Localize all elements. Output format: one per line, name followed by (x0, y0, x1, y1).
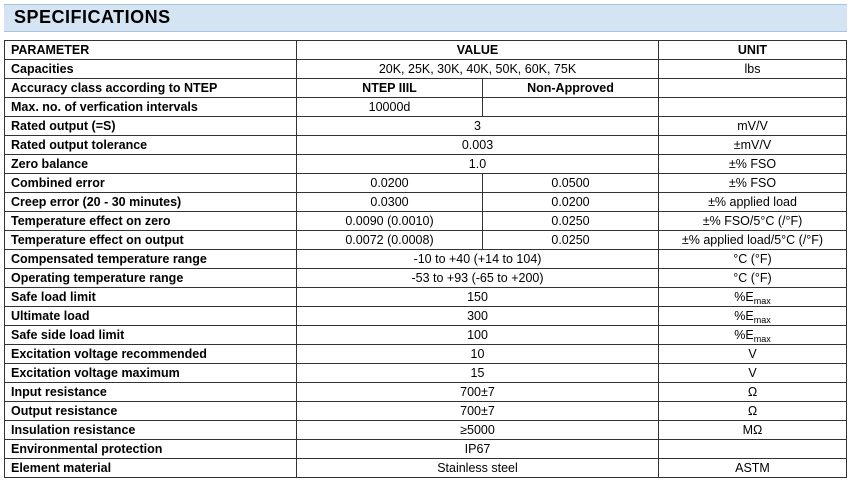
unit-subscript: max (753, 315, 771, 325)
unit-subscript: max (753, 296, 771, 306)
parameter-cell: Insulation resistance (5, 421, 297, 440)
parameter-cell: Accuracy class according to NTEP (5, 79, 297, 98)
unit-cell: Ω (659, 402, 847, 421)
value-cell-ntep: 0.0300 (297, 193, 483, 212)
column-header-unit: UNIT (659, 41, 847, 60)
value-cell: Stainless steel (297, 459, 659, 478)
value-cell: 20K, 25K, 30K, 40K, 50K, 60K, 75K (297, 60, 659, 79)
value-cell: 3 (297, 117, 659, 136)
parameter-cell: Input resistance (5, 383, 297, 402)
value-cell: 0.003 (297, 136, 659, 155)
value-cell-non-approved: Non-Approved (483, 79, 659, 98)
unit-cell: V (659, 364, 847, 383)
value-cell: 100 (297, 326, 659, 345)
value-cell-non-approved: 0.0250 (483, 231, 659, 250)
value-cell: ≥5000 (297, 421, 659, 440)
column-header-parameter: PARAMETER (5, 41, 297, 60)
value-cell: -53 to +93 (-65 to +200) (297, 269, 659, 288)
table-row (5, 402, 847, 421)
unit-cell: ±% FSO (659, 155, 847, 174)
value-cell-ntep: 0.0090 (0.0010) (297, 212, 483, 231)
column-header-value: VALUE (297, 41, 659, 60)
value-cell-non-approved (483, 98, 659, 117)
unit-cell: °C (°F) (659, 250, 847, 269)
parameter-cell: Max. no. of verfication intervals (5, 98, 297, 117)
unit-subscript: max (753, 334, 771, 344)
parameter-cell: Ultimate load (5, 307, 297, 326)
unit-cell (659, 79, 847, 98)
table-row (5, 326, 847, 345)
table-row (5, 98, 847, 117)
unit-cell (659, 307, 847, 326)
table-row (5, 250, 847, 269)
value-cell: -10 to +40 (+14 to 104) (297, 250, 659, 269)
value-cell-ntep: 10000d (297, 98, 483, 117)
value-cell: 700±7 (297, 383, 659, 402)
parameter-cell: Operating temperature range (5, 269, 297, 288)
parameter-cell: Compensated temperature range (5, 250, 297, 269)
table-row (5, 155, 847, 174)
parameter-cell: Safe side load limit (5, 326, 297, 345)
value-cell-ntep: 0.0200 (297, 174, 483, 193)
value-cell-non-approved: 0.0200 (483, 193, 659, 212)
value-cell-non-approved: 0.0500 (483, 174, 659, 193)
parameter-cell: Temperature effect on output (5, 231, 297, 250)
table-row (5, 421, 847, 440)
unit-cell (659, 288, 847, 307)
unit-cell: Ω (659, 383, 847, 402)
table-row (5, 288, 847, 307)
parameter-cell: Environmental protection (5, 440, 297, 459)
value-cell: 15 (297, 364, 659, 383)
value-cell: 700±7 (297, 402, 659, 421)
value-cell-ntep: NTEP IIIL (297, 79, 483, 98)
parameter-cell: Excitation voltage maximum (5, 364, 297, 383)
table-row (5, 269, 847, 288)
unit-cell: V (659, 345, 847, 364)
table-row (5, 383, 847, 402)
unit-cell: ±% applied load (659, 193, 847, 212)
unit-main: %E (734, 328, 754, 342)
table-row (5, 440, 847, 459)
unit-cell: ±% FSO (659, 174, 847, 193)
table-row (5, 117, 847, 136)
unit-cell: ±% FSO/5°C (/°F) (659, 212, 847, 231)
parameter-cell: Temperature effect on zero (5, 212, 297, 231)
unit-cell: mV/V (659, 117, 847, 136)
unit-cell: ±% applied load/5°C (/°F) (659, 231, 847, 250)
unit-cell: ASTM (659, 459, 847, 478)
table-row (5, 174, 847, 193)
parameter-cell: Excitation voltage recommended (5, 345, 297, 364)
value-cell: IP67 (297, 440, 659, 459)
value-cell: 10 (297, 345, 659, 364)
value-cell: 1.0 (297, 155, 659, 174)
value-cell: 150 (297, 288, 659, 307)
table-row (5, 345, 847, 364)
value-cell: 300 (297, 307, 659, 326)
table-row (5, 212, 847, 231)
unit-cell: lbs (659, 60, 847, 79)
unit-cell: MΩ (659, 421, 847, 440)
unit-cell: ±mV/V (659, 136, 847, 155)
value-cell-ntep: 0.0072 (0.0008) (297, 231, 483, 250)
table-row (5, 79, 847, 98)
parameter-cell: Output resistance (5, 402, 297, 421)
table-row (5, 193, 847, 212)
section-title: SPECIFICATIONS (14, 7, 171, 27)
parameter-cell: Zero balance (5, 155, 297, 174)
table-row (5, 364, 847, 383)
value-cell-non-approved: 0.0250 (483, 212, 659, 231)
table-row (5, 60, 847, 79)
table-row (5, 307, 847, 326)
parameter-cell: Safe load limit (5, 288, 297, 307)
unit-cell: °C (°F) (659, 269, 847, 288)
specifications-table (4, 40, 847, 478)
parameter-cell: Rated output (=S) (5, 117, 297, 136)
parameter-cell: Creep error (20 - 30 minutes) (5, 193, 297, 212)
unit-main: %E (734, 309, 754, 323)
unit-cell (659, 98, 847, 117)
parameter-cell: Rated output tolerance (5, 136, 297, 155)
unit-main: %E (734, 290, 754, 304)
table-body (5, 60, 847, 478)
parameter-cell: Capacities (5, 60, 297, 79)
table-row (5, 459, 847, 478)
unit-cell (659, 440, 847, 459)
table-row (5, 231, 847, 250)
parameter-cell: Element material (5, 459, 297, 478)
section-header (4, 4, 847, 32)
parameter-cell: Combined error (5, 174, 297, 193)
table-header-row (5, 41, 847, 60)
unit-cell (659, 326, 847, 345)
table-row (5, 136, 847, 155)
